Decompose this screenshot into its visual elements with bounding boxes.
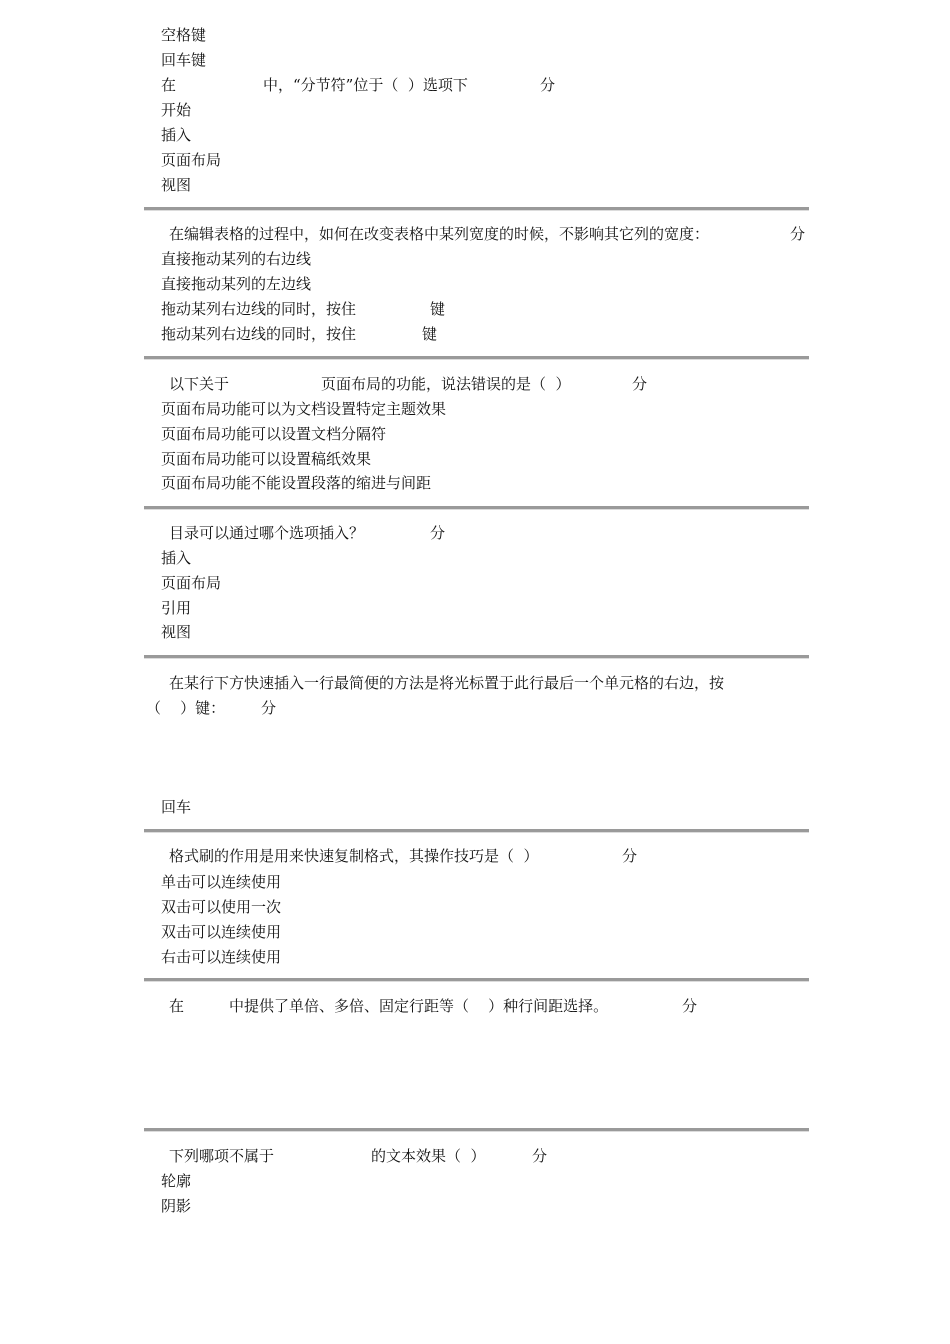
option-text: 页面布局功能不能设置段落的缩进与间距 bbox=[161, 474, 432, 492]
question-divider bbox=[144, 207, 809, 211]
option-text: 键 bbox=[430, 300, 446, 318]
option-text: 键 bbox=[422, 325, 438, 343]
question-stem: （ ）键： bbox=[146, 699, 226, 717]
option-text: 拖动某列右边线的同时，按住 bbox=[161, 300, 357, 318]
question-score: 分 bbox=[430, 524, 446, 542]
question-stem: 在编辑表格的过程中，如何在改变表格中某列宽度的时候，不影响其它列的宽度： bbox=[169, 225, 710, 243]
question-stem: 目录可以通过哪个选项插入？ bbox=[169, 524, 365, 542]
option-text: 轮廓 bbox=[161, 1172, 192, 1190]
option-text: 页面布局 bbox=[161, 574, 222, 592]
option-text: 页面布局 bbox=[161, 151, 222, 169]
option-text: 拖动某列右边线的同时，按住 bbox=[161, 325, 357, 343]
option-text: 引用 bbox=[161, 599, 192, 617]
question-score: 分 bbox=[540, 76, 556, 94]
question-divider bbox=[144, 1128, 809, 1132]
option-text: 插入 bbox=[161, 549, 192, 567]
question-stem: 下列哪项不属于 bbox=[169, 1147, 275, 1165]
question-divider bbox=[144, 978, 809, 982]
option-text: 回车键 bbox=[161, 51, 207, 69]
question-stem: 在 bbox=[161, 76, 177, 94]
question-score: 分 bbox=[790, 225, 806, 243]
option-text: 右击可以连续使用 bbox=[161, 948, 282, 966]
option-text: 页面布局功能可以为文档设置特定主题效果 bbox=[161, 400, 447, 418]
option-text: 视图 bbox=[161, 176, 192, 194]
question-score: 分 bbox=[532, 1147, 548, 1165]
option-text: 页面布局功能可以设置稿纸效果 bbox=[161, 450, 372, 468]
option-text: 直接拖动某列的右边线 bbox=[161, 250, 312, 268]
question-stem: 在某行下方快速插入一行最简便的方法是将光标置于此行最后一个单元格的右边，按 bbox=[169, 674, 725, 692]
option-text: 插入 bbox=[161, 126, 192, 144]
question-divider bbox=[144, 356, 809, 360]
question-divider bbox=[144, 829, 809, 833]
question-stem: 中，“分节符”位于（ ）选项下 bbox=[263, 76, 468, 94]
question-stem: 在 bbox=[169, 997, 185, 1015]
question-stem: 格式刷的作用是用来快速复制格式，其操作技巧是（ ） bbox=[169, 847, 539, 865]
question-score: 分 bbox=[632, 375, 648, 393]
option-text: 阴影 bbox=[161, 1197, 192, 1215]
question-divider bbox=[144, 506, 809, 510]
option-text: 空格键 bbox=[161, 26, 207, 44]
question-stem: 以下关于 bbox=[169, 375, 230, 393]
option-text: 视图 bbox=[161, 623, 192, 641]
question-divider bbox=[144, 655, 809, 659]
option-text: 单击可以连续使用 bbox=[161, 873, 282, 891]
option-text: 直接拖动某列的左边线 bbox=[161, 275, 312, 293]
question-stem: 中提供了单倍、多倍、固定行距等（ ）种行间距选择。 bbox=[229, 997, 609, 1015]
option-text: 双击可以使用一次 bbox=[161, 898, 282, 916]
option-text: 双击可以连续使用 bbox=[161, 923, 282, 941]
question-stem: 页面布局的功能，说法错误的是（ ） bbox=[321, 375, 571, 393]
question-score: 分 bbox=[682, 997, 698, 1015]
question-score: 分 bbox=[622, 847, 638, 865]
question-stem: 的文本效果（ ） bbox=[371, 1147, 486, 1165]
option-text: 页面布局功能可以设置文档分隔符 bbox=[161, 425, 387, 443]
option-text: 回车 bbox=[161, 798, 192, 816]
question-score: 分 bbox=[261, 699, 277, 717]
option-text: 开始 bbox=[161, 101, 192, 119]
